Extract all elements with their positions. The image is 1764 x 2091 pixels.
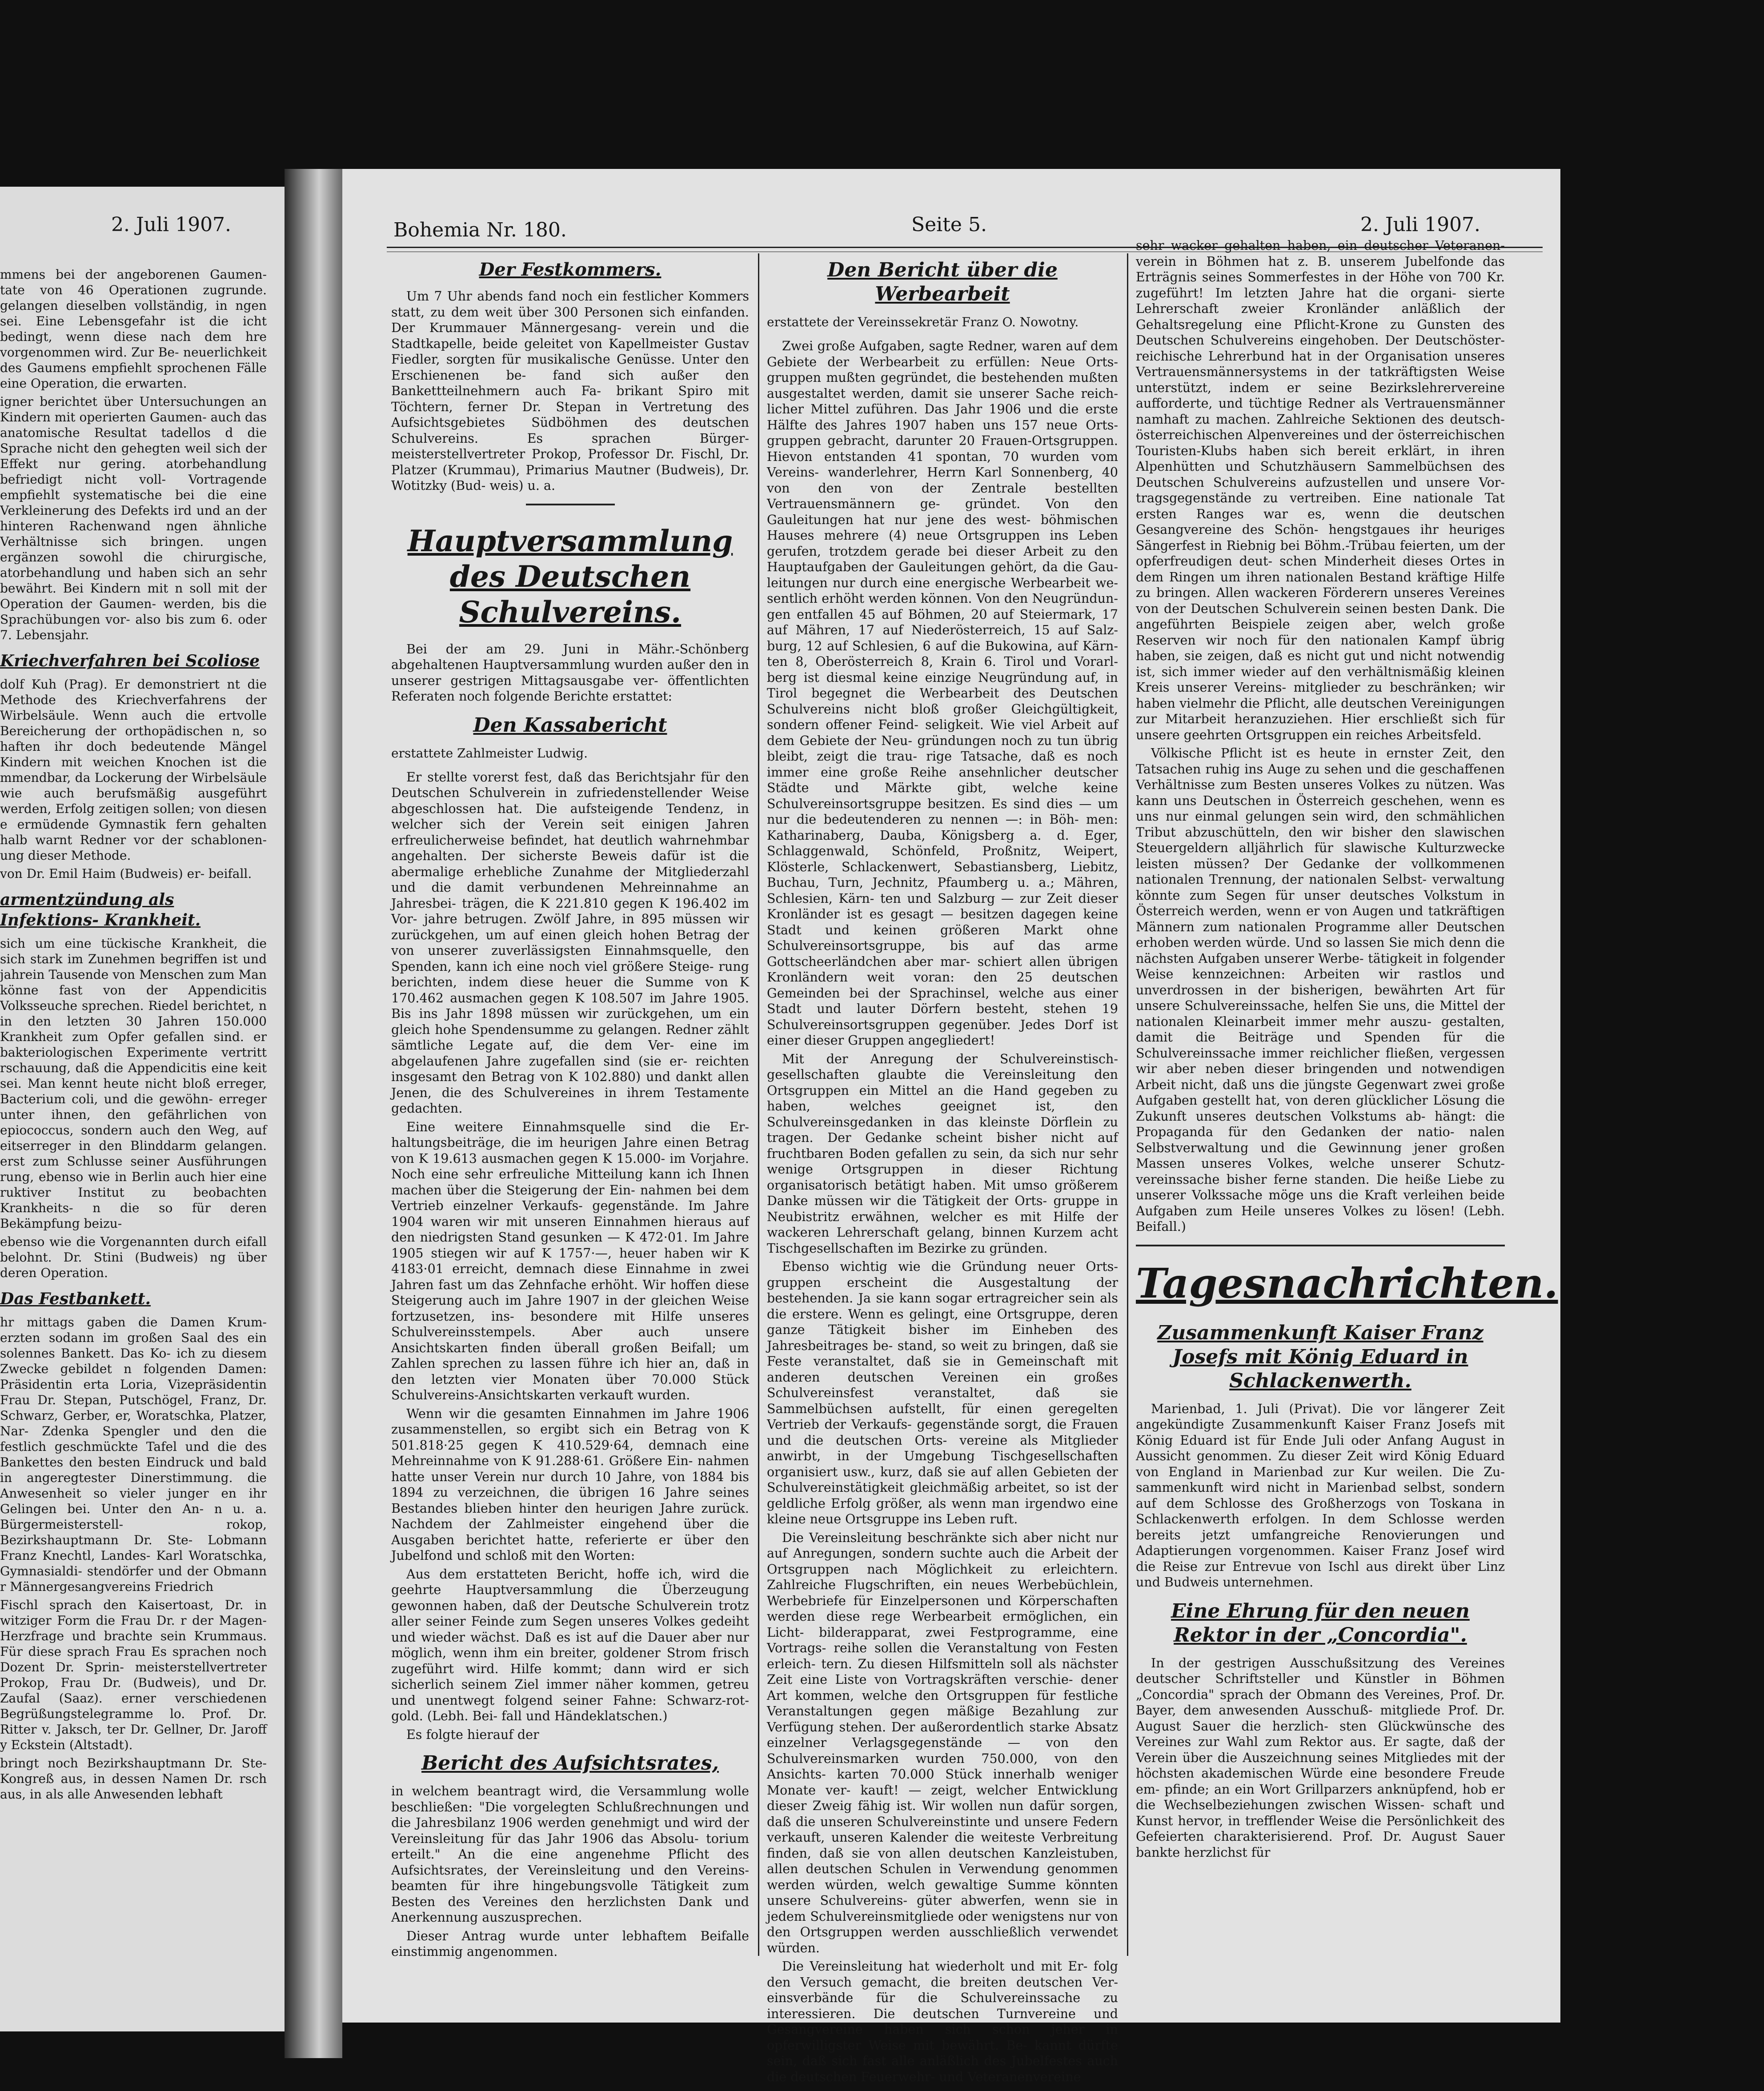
left-paragraph: ebenso wie die Vorgenannten durch eifall belohnt. Dr. Stini (Budweis) ng über deren Operation.: [0, 1234, 267, 1280]
aufsichtsrat-paragraph: in welchem beantragt wird, die Versammlung wolle beschließen: "Die vorgelegten Schlußrechnungen und die Jahresbilanz 1906 werden genehmigt und wird der Vereinsleitung für das Jahr 1906 das Absolu- torium erteilt." An die eine angenehme Pflicht des Aufsichtsrates, der Vereinsleitung und den Vereins- beamten für ihre hingebungsvolle Tätigkeit zum Besten des Vereines den herzlichsten Dank und Anerkennung auszusprechen.: [391, 1784, 749, 1925]
left-page-fragment: [0, 187, 285, 2031]
left-paragraph: von Dr. Emil Haim (Budweis) er- beifall.: [0, 866, 252, 881]
rektor-heading: Eine Ehrung für den neuen Rektor in der „Concordia".: [1171, 1599, 1470, 1646]
left-page-date: 2. Juli 1907.: [111, 213, 232, 236]
kassabericht-paragraph: Wenn wir die gesamten Einnahmen im Jahre 1906 zusammenstellen, so ergibt sich ein Betrag von K 501.818·25 gegen K 410.529·64, demnach eine Mehreinnahme von K 91.288·61. Größere Ein- nahmen hatte unser Verein nur durch 10 Jahre, von 1884 bis 1894 zu verzeichnen, die übrigen 16 Jahre seines Bestandes blieben hinter den heurigen Jahre zurück. Nachdem der Zahlmeister eingehend über die Ausgaben berichtet hatte, referierte er über den Jubelfond und schloß mit den Worten:: [391, 1406, 749, 1563]
hauptversammlung-intro: Bei der am 29. Juni in Mähr.-Schönberg abgehaltenen Hauptversammlung wurden außer den in unserer gestrigen Mittagsausgabe ver- öffentlichten Referaten noch folgende Berichte erstattet:: [391, 641, 749, 704]
column-divider: [1127, 253, 1128, 1956]
werbearbeit-continued: sehr wacker gehalten haben, ein deutscher Veteranen- verein in Böhmen hat z. B. unserem Jubelfonde das Erträgnis seines Sommerfestes in der Höhe von 700 Kr. zugeführt! Im letzten Jahre hat die organi- sierte Lehrerschaft zweier Kronländer anläßlich der Gehaltsregelung eine Pflicht-Krone zu Gunsten des Deutschen Schulvereins eingehoben. Der Deutschöster- reichische Lehrerbund hat in der Organisation unseres Vertrauensmännersystems in der tatkräftigsten Weise unterstützt, indem er seine Bezirkslehrervereine aufforderte, und tüchtige Redner als Vertrauensmänner namhaft zu machen. Zahlreiche Sektionen des deutsch- österreichischen Alpenvereines und der österreichischen Touristen-Klubs haben sich bereit erklärt, in ihren Alpenhütten und Schutzhäusern Sammelbüchsen des Deutschen Schulvereins aufzustellen und unsere Vor- tragsgegenstände zu vertreiben. Eine nationale Tat ersten Ranges war es, wenn die deutschen Gesangvereine des Schön- hengstgaues ihr heuriges Sängerfest in Riebnig bei Böhm.-Trübau feierten, um der opferfreudigen deut- schen Minderheit dieses Ortes in dem Ringen um ihren nationalen Bestand kräftige Hilfe zu bringen. Allen wackeren Förderern unseres Vereines von der Deutschen Schulverein seinen besten Dank. Die angeführten Beispiele zeigen aber, welch große Reserven wir noch für den nationalen Kampf übrig haben, sie zeigen, daß es nicht gut und nicht notwendig ist, sich immer wieder auf den verhältnismäßig kleinen Kreis unserer Vereins- mitglieder zu beschränken; wir haben vielmehr die Pflicht, alle deutschen Vereinigungen zur Mitarbeit heranzuziehen. Hier erschließt sich für unsere geehrten Ortsgruppen ein reiches Arbeitsfeld.: [1136, 238, 1505, 742]
kassabericht-byline: erstattete Zahlmeister Ludwig.: [391, 745, 588, 761]
left-paragraph: hr mittags gaben die Damen Krum- erzten sodann im großen Saal des ein solennes Bankett. Das Ko- ich zu diesem Zwecke gebildet n folgenden Damen: Präsidentin erta Loria, Vizepräsidentin Frau Dr. Stepan, Putschögel, Franz, Dr. Schwarz, Gerber, er, Woratschka, Platzer, Nar- Zdenka Spengler und den die festlich geschmückte Tafel und die des Bankettes den besten Eindruck und bald in angeregtester Dinerstimmung. die Anwesenheit so vieler junger en ihr Gelingen bei. Unter den An- n u. a. Bürgermeisterstell- rokop, Bezirkshauptmann Dr. Ste- Lobmann Franz Knechtl, Landes- Karl Woratschka, Gymnasialdi- stendörfer und der Obmann r Männergesangvereins Friedrich: [0, 1315, 267, 1594]
kaiser-konig-heading: Zusammenkunft Kaiser Franz Josefs mit König Eduard in Schlackenwerth.: [1157, 1321, 1483, 1392]
kassabericht-paragraph: Eine weitere Einnahmsquelle sind die Er- haltungsbeiträge, die im heurigen Jahre einen Betrag von K 19.613 ausmachen gegen K 15.000- im Vorjahre. Noch eine sehr erfreuliche Mitteilung kann ich Ihnen machen über die Steigerung der Ein- nahmen bei dem Vertrieb einzelner Verkaufs- gegenstände. Im Jahre 1904 waren wir mit unseren Einnahmen hieraus auf den niedrigsten Stand gesunken — K 472·01. Im Jahre 1905 stiegen wir auf K 1757·—, heuer haben wir K 4183·01 erreicht, demnach diese Einnahme in zwei Jahren fast um das Zehnfache erhöht. Wir hoffen diese Steigerung auch im Jahre 1907 in der gleichen Weise fortzusetzen, ins- besondere mit Hilfe unseres Schulvereinsstempels. Aber auch unsere Ansichtskarten finden überall großen Beifall; um Zahlen sprechen zu lassen führe ich hier an, daß in den letzten vier Monaten über 70.000 Stück Schulvereins-Ansichtskarten verkauft wurden.: [391, 1119, 749, 1402]
aufsichtsrat-paragraph: Dieser Antrag wurde unter lebhaftem Beifalle einstimmig angenommen.: [391, 1928, 749, 1959]
left-paragraph: igner berichtet über Untersuchungen an Kindern mit operierten Gaumen- auch das anatomische Resultat tadellos d die Sprache nicht den gehegten weil sich der Effekt nur gering. atorbehandlung befriedigt nicht voll- Vortragende empfiehlt systematische bei die eine Verkleinerung des Defekts ird und an der hinteren Rachenwand ngen ähnliche Verhältnisse sich bringen. ungen ergänzen sowohl die chirurgische, atorbehandlung und haben sich an sehr bewährt. Bei Kindern mit n soll mit der Operation der Gaumen- werden, bis die Sprachübungen vor- also bis zum 6. oder 7. Lebensjahr.: [0, 394, 267, 642]
werbearbeit-byline: erstattete der Vereinssekretär Franz O. Nowotny.: [767, 315, 1079, 329]
kassabericht-paragraph: Aus dem erstatteten Bericht, hoffe ich, wird die geehrte Hauptversammlung die Überzeugung gewonnen haben, daß der Deutsche Schulverein trotz aller seiner Feinde zum Segen unseres Volkes gedeiht und wieder wächst. Daß es ist auf die Dauer aber nur möglich, wenn ihm ein breiter, goldener Strom frisch zugeführt wird. Hilfe kommt; dann wird er sich sicherlich seinem Ziel immer näher kommen, getreu und unentwegt folgend seiner Fahne: Schwarz-rot-gold. (Lebh. Bei- fall und Händeklatschen.): [391, 1566, 749, 1723]
werbearbeit-paragraph: Ebenso wichtig wie die Gründung neuer Orts- gruppen erscheint die Ausgestaltung der bestehenden. Ja sie kann sogar ertragreicher sein als die erstere. Wenn es gelingt, eine Ortsgruppe, deren ganze Tätigkeit bisher im Einheben des Jahresbeitrages be- stand, so weit zu bringen, daß sie Feste veranstaltet, daß sie in Gemeinschaft mit anderen deutschen Vereinen ein großes Schulvereinsfest veranstaltet, daß sie Sammelbüchsen aufstellt, für einen geregelten Vertrieb der Verkaufs- gegenstände sorgt, die Frauen und die deutschen Orts- vereine als Mitglieder anwirbt, in der Umgebung Tischgesellschaften organisiert usw., kurz, daß sie auf allen Gebieten der Schulvereinstätigkeit gleichmäßig arbeitet, so ist der geldliche Erfolg größer, als wenn man irgendwo eine kleine neue Ortsgruppe ins Leben ruft.: [767, 1259, 1118, 1526]
left-page-column: [0, 267, 267, 2000]
left-paragraph: Fischl sprach den Kaisertoast, Dr. in witziger Form die Frau Dr. r der Magen-Herzfrage und brachte sein Krummaus. Für diese sprach Frau Es sprachen noch Dozent Dr. Sprin- meisterstellvertreter Prokop, Frau Dr. (Budweis), und Dr. Zaufal (Saaz). erner verschiedenen Begrüßungstelegramme lo. Prof. Dr. Ritter v. Jaksch, ter Dr. Gellner, Dr. Jaroff y Eckstein (Altstadt).: [0, 1598, 267, 1752]
werbearbeit-closing: Völkische Pflicht ist es heute in ernster Zeit, den Tatsachen ruhig ins Auge zu sehen und die geschaffenen Verhältnisse zum Besten unseres Volkes zu nützen. Was kann uns Deutschen in Österreich geschehen, wenn es uns nur einmal gelungen sein wird, den schmählichen Tribut abzuschütteln, den wir bisher den slawischen Steuergeldern alljährlich für slawische Kulturzwecke leisten müssen? Der Gedanke der vollkommenen nationalen Trennung, der nationalen Selbst- verwaltung könnte zum Segen für unser deutsches Volkstum in Österreich werden, wenn er von Augen und tatkräftigen Männern zum nationalen Programme aller Deutschen erhoben werden würde. Und so lassen Sie mich denn die nächsten Aufgaben unserer Werbe- tätigkeit in folgender Weise kennzeichnen: Arbeiten wir rastlos und unverdrossen in der bisherigen, bewährten Art für unsere Schulvereinssache, helfen Sie uns, die Mittel der nationalen Kleinarbeit immer mehr auszu- gestalten, damit die Beiträge und Spenden für die Schulvereinssache immer reichlicher fließen, vergessen wir aber neben dieser bringenden und notwendigen Arbeit nicht, daß uns die jüngste Gegenwart zwei große Aufgaben gestellt hat, von deren glücklicher Lösung die Zukunft unseres deutschen Volkstums ab- hängt: die Propaganda für den Gedanken der natio- nalen Selbstverwaltung und die Gewinnung jener großen Massen unseres Volkes, welche unserer Schutz- vereinssache bisher ferne standen. Die heiße Liebe zu unserer Volkssache möge uns die Kraft verleihen beide Aufgaben zum Heile unseres Volkes zu lösen! (Lebh. Beifall.): [1136, 746, 1505, 1234]
column-2: [767, 256, 1118, 2084]
page-number: Seite 5.: [911, 213, 987, 236]
tagesnachrichten-title: Tagesnachrichten.: [1136, 1259, 1558, 1307]
column-divider: [758, 253, 759, 1956]
left-paragraph: dolf Kuh (Prag). Er demonstriert nt die Methode des Kriechverfahrens der Wirbelsäule. Wenn auch die ertvolle Bereicherung der orthopädischen n, so haften ihr doch bedeutende Mängel Kindern mit weichen Knochen ist die mmendbar, da Lockerung der Wirbelsäule wie auch berufsmäßig ausgeführt werden, Erfolg zeitigen sollen; von diesen e ermüdende Gymnastik fern gehalten halb warnt Redner vor der schablonen- ung dieser Methode.: [0, 677, 267, 863]
werbearbeit-heading: Den Bericht über die Werbearbeit: [827, 259, 1058, 305]
rektor-paragraph: In der gestrigen Ausschußsitzung des Vereines deutscher Schriftsteller und Künstler in Böhmen „Concordia" sprach der Obmann des Vereines, Prof. Dr. Bayer, dem anwesenden Ausschuß- mitgliede Prof. Dr. August Sauer die herzlich- sten Glückwünsche des Vereines zur Wahl zum Rektor aus. Er sagte, daß der Verein über die Auszeichnung seines Mitgliedes mit der höchsten akademischen Würde eine besondere Freude em- pfinde; an ein Wort Grillparzers anknüpfend, hob er die Wechselbeziehungen zwischen Wissen- schaft und Kunst hervor, in trefflender Weise die Persönlichkeit des Gefeierten charakterisierend. Prof. Dr. August Sauer bankte herzlichst für: [1136, 1655, 1505, 1860]
kassabericht-heading: Den Kassabericht: [473, 713, 667, 737]
festkommers-paragraph: Um 7 Uhr abends fand noch ein festlicher Kommers statt, zu dem weit über 300 Personen sich einfanden. Der Krummauer Männergesang- verein und die Stadtkapelle, beide geleitet von Kapellmeister Gustav Fiedler, sorgten für musikalische Genüsse. Unter den Erschienenen be- fand sich außer den Bankettteilnehmern auch Fa- brikant Spiro mit Töchtern, ferner Dr. Stepan in Vertretung des Aufsichtsgebietes Südböhmen des deutschen Schulvereins. Es sprachen Bürger- meisterstellvertreter Prokop, Professor Dr. Fischl, Dr. Platzer (Krummau), Primarius Mautner (Budweis), Dr. Wotitzky (Bud- weis) u. a.: [391, 289, 749, 493]
hauptversammlung-title: Hauptversammlung des Deutschen Schulvereins.: [407, 523, 733, 629]
werbearbeit-paragraph: Zwei große Aufgaben, sagte Redner, waren auf dem Gebiete der Werbearbeit zu erfüllen: Neue Orts- gruppen mußten gegründet, die bestehenden mußten ausgestaltet werden, damit sie unserer Sache reich- licher Mittel zuführen. Das Jahr 1906 und die erste Hälfte des Jahres 1907 haben uns 157 neue Orts- gruppen gebracht, darunter 20 Frauen-Ortsgruppen. Hievon entstanden 41 spontan, 70 wurden vom Vereins- wanderlehrer, Herrn Karl Sonnenberg, 40 von den von der Zentrale bestellten Vertrauensmännern ge- gründet. Von den Gauleitungen hat nur jene des west- böhmischen Hauses mehrere (4) neue Ortsgruppen ins Leben gerufen, trotzdem gerade bei dieser Arbeit zu den Hauptaufgaben der Gauleitungen gehört, da die Gau- leitungen nur durch eine energische Werbearbeit we- sentlich erhöht werden können. Von den Neugründun- gen entfallen 45 auf Böhmen, 20 auf Steiermark, 17 auf Mähren, 17 auf Niederösterreich, 15 auf Salz- burg, 12 auf Schlesien, 6 auf die Bukowina, auf Kärn- ten 8, Oberösterreich 8, Krain 6. Tirol und Vorarl- berg ist diesmal keine einzige Neugründung auf, in Tirol begegnet die Werbearbeit des Deutschen Schulvereins nicht bloß großer Gleichgültigkeit, sondern offener Feind- seligkeit. Wie viel Arbeit auf dem Gebiete der Neu- gründungen noch zu tun übrig bleibt, zeigt die trau- rige Tatsache, daß es noch immer eine große Reihe ansehnlicher deutscher Städte und Märkte gibt, welche keine Schulvereinsortsgruppe besitzen. Es sind dies — um nur die bedeutenderen zu nennen —: in Böh- men: Katharinaberg, Dauba, Königsberg a. d. Eger, Schlaggenwald, Schönfeld, Proßnitz, Weipert, Klösterle, Schlackenwert, Sebastiansberg, Liebitz, Buchau, Turn, Jechnitz, Pfaumberg u. a.; Mähren, Schlesien, Kärn- ten und Salzburg — zur Zeit dieser Kronländer ist es gesagt — besitzen dagegen keine Stadt und keinen größeren Markt ohne Schulvereinsortsgruppe, bis auf das arme Gottscheerländchen aber mar- schiert allen übrigen Kronländern weit voran: den 25 deutschen Gemeinden bei der Sprachinsel, welche aus einer Stadt und lauter Dörfern besteht, stehen 19 Schulvereinsortsgruppen gegenüber. Jedes Dorf ist einer dieser Gruppen angegliedert!: [767, 339, 1118, 1048]
left-heading: armentzündung als Infektions- Krankheit.: [0, 890, 201, 929]
werbearbeit-paragraph: Die Vereinsleitung hat wiederholt und mit Er- folg den Versuch gemacht, die breiten deutschen Ver- einsverbände für die Schulvereinssache zu interessieren. Die deutschen Turnvereine und Gesangvereine haben sich schon jeher in opferwilligster Weise mit bewährt. Be- kannt dürfte sein, daß sich fast alle anläßlich des Jubelfestes auch die deutschen Feuerwehr- und Veteranenvereine: [767, 1959, 1118, 2084]
werbearbeit-paragraph: Die Vereinsleitung beschränkte sich aber nicht nur auf Anregungen, sondern suchte auch die Arbeit der Ortsgruppen nach Möglichkeit zu erleichtern. Zahlreiche Flugschriften, ein neues Werbebüchlein, Werbebriefe für Einzelpersonen und Körperschaften werden diese rege Werbearbeit ermöglichen, ein Licht- bilderapparat, zwei Festprogramme, eine Vortrags- reihe sollen die Veranstaltung von Festen erleich- tern. Zu diesen Hilfsmitteln soll als nächster Zeit eine Liste von Vortragskräften verschie- dener Art kommen, welche den Ortsgruppen für festliche Veranstaltungen gegen mäßige Bezahlung zur Verfügung stehen. Der außerordentlich starke Absatz einzelner Verlagsgegenstände — von den Schulvereinsmarken wurden 750.000, von den Ansichts- karten 70.000 Stück innerhalb weniger Monate ver- kauft! — zeigt, welcher Entwicklung dieser Zweig fähig ist. Wir wollen nun dafür sorgen, daß die unseren Schulvereinstinte und unsere Federn verkauft, unseren Kalender die weiteste Verbreitung finden, daß sie von allen deutschen Kanzleistuben, allen deutschen Schulen in Verwendung genommen werden würden, welch gewaltige Summe könnten unsere Schulvereins- güter abwerfen, wenn sie in jedem Schulvereinsmitgliede oder wenigstens nur von den Ortsgruppen werden ausschließlich verwendet würden.: [767, 1530, 1118, 1955]
werbearbeit-paragraph: Mit der Anregung der Schulvereinstisch- gesellschaften glaubte die Vereinsleitung den Ortsgruppen ein Mittel an die Hand gegeben zu haben, welches geeignet ist, den Schulvereinsgedanken in das kleinste Dörflein zu tragen. Der Gedanke scheint bisher nicht auf fruchtbaren Boden gefallen zu sein, da sich nur sehr wenige Ortsgruppen in dieser Richtung organisatorisch betätigt haben. Mit umso größerem Danke müssen wir die Tätigkeit der Orts- gruppe in Neubistritz erwähnen, welcher es mit Hilfe der wackeren Lehrerschaft gelang, binnen Kurzem acht Tischgesellschaften im Bezirke zu gründen.: [767, 1051, 1118, 1256]
left-paragraph: bringt noch Bezirkshauptmann Dr. Ste- Kongreß aus, in dessen Namen Dr. rsch aus, in als alle Anwesenden lebhaft: [0, 1756, 267, 1802]
section-rule: [1136, 1245, 1505, 1246]
left-heading: Das Festbankett.: [0, 1290, 151, 1308]
masthead-paper-number: Bohemia Nr. 180.: [393, 219, 567, 241]
section-rule: [526, 504, 615, 505]
masthead-date: 2. Juli 1907.: [1360, 213, 1481, 236]
kaiser-konig-paragraph: Marienbad, 1. Juli (Privat). Die vor längerer Zeit angekündigte Zusammenkunft Kaiser Franz Josefs mit König Eduard ist für Ende Juli oder Anfang August in Aussicht genommen. Zu dieser Zeit wird König Eduard von England in Marienbad zur Kur weilen. Die Zu- sammenkunft wird nicht in Marienbad selbst, sondern auf dem Schlosse des Großherzogs von Toskana in Schlackenwerth erfolgen. In dem Schlosse werden bereits jetzt umfangreiche Renovierungen und Adaptierungen vorgenommen. Kaiser Franz Josef wird die Reise zur Entrevue von Ischl aus direkt über Linz und Budweis unternehmen.: [1136, 1401, 1505, 1590]
newspaper-page: [342, 169, 1560, 2084]
column-1: [391, 256, 749, 1980]
left-paragraph: mmens bei der angeborenen Gaumen- tate von 46 Operationen zugrunde. gelangen dieselben vollständig, in ngen sei. Eine Lebensgefahr ist die icht bedingt, wenn diese nach dem hre vorgenommen wird. Zur Be- neuerlichkeit des Gaumens empfiehlt sprochenen Fälle eine Operation, die erwarten.: [0, 267, 267, 391]
page-gutter: [285, 169, 342, 2058]
kassabericht-paragraph: Er stellte vorerst fest, daß das Berichtsjahr für den Deutschen Schulverein in zufriedenstellender Weise abgeschlossen hat. Die aufsteigende Tendenz, in welcher sich der Verein seit einigen Jahren erfreulicherweise befindet, hat deutlich wahrnehmbar angehalten. Der sicherste Beweis dafür ist die abermalige erhebliche Zunahme der Mitgliederzahl und die damit verbundenen Mehreinnahme an Jahresbei- trägen, die K 221.810 gegen K 196.402 im Vor- jahre betrugen. Zwölf Jahre, in 895 müssen wir zurückgehen, um auf einen gleich hohen Betrag der von unserer zuverlässigsten Einnahmsquelle, den Spenden, kann ich eine noch viel größere Steige- rung berichten, indem diese heuer die Summe von K 170.462 ausmachen gegen K 108.507 im Jahre 1905. Bis ins Jahr 1898 müssen wir zurückgehen, um ein gleich hohe Spendensumme zu gelangen. Redner zählt sämtliche Legate auf, die dem Ver- eine im abgelaufenen Jahre zugefallen sind (sie er- reichten insgesamt den Betrag von K 102.880) und dankt allen Jenen, die des Schulvereines in ihrem Testamente gedachten.: [391, 769, 749, 1116]
left-heading: Kriechverfahren bei Scoliose: [0, 652, 260, 670]
column-3: [1136, 238, 1558, 1980]
festkommers-heading: Der Festkommers.: [479, 259, 662, 280]
left-paragraph: sich um eine tückische Krankheit, die sich stark im Zunehmen begriffen ist und jahrein Tausende von Menschen zum Man könne fast von der Appendicitis Volksseuche sprechen. Riedel berichtet, n in den letzten 30 Jahren 150.000 Krankheit zum Opfer gefallen sind. er bakteriologischen Experimente vertritt rschauung, daß die Appendicitis eine keit sei. Man kennt heute nicht bloß erreger, Bacterium coli, und die gewöhn- erreger unter ihnen, den gefährlichen von epiococcus, sondern auch den Weg, auf eitserreger in den Blinddarm gelangen. erst zum Schlusse seiner Ausführungen rung, ebenso wie in Berlin auch hier eine ruktiver Institut zu beobachten Krankheits- n die so für deren Bekämpfung beizu-: [0, 936, 267, 1231]
kassabericht-paragraph: Es folgte hierauf der: [406, 1727, 539, 1742]
aufsichtsrat-heading: Bericht des Aufsichtsrates,: [421, 1752, 719, 1775]
